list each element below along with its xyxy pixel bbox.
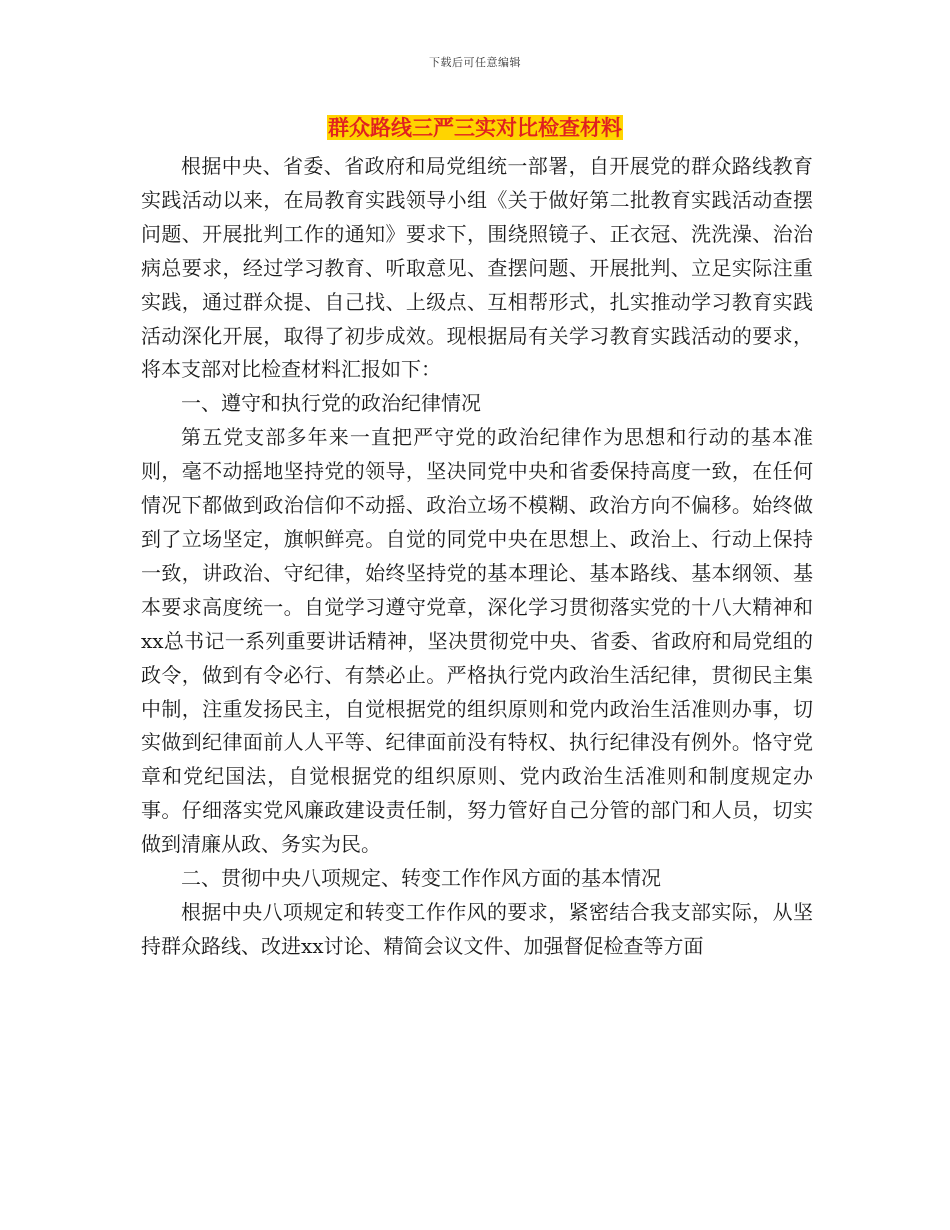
document-body xyxy=(141,150,813,964)
document-title-text: 群众路线三严三实对比检查材料 xyxy=(328,115,622,140)
section-heading-2: 二、贯彻中央八项规定、转变工作作风方面的基本情况 xyxy=(181,866,661,891)
section-heading-1: 一、遵守和执行党的政治纪律情况 xyxy=(181,391,481,416)
intro-paragraph: 根据中央、省委、省政府和局党组统一部署，自开展党的群众路线教育实践活动以来，在局教育实践领导小组《关于做好第二批教育实践活动查摆问题、开展批判工作的通知》要求下，围绕照镜子、正衣冠、洗洗澡、治治病总要求，经过学习教育、听取意见、查摆问题、开展批判、立足实际注重实践，通过群众提、自己找、上级点、互相帮形式，扎实推动学习教育实践活动深化开展，取得了初步成效。现根据局有关学习教育实践活动的要求，将本支部对比检查材料汇报如下： xyxy=(141,154,813,382)
section-paragraph-1: 第五党支部多年来一直把严守党的政治纪律作为思想和行动的基本准则，毫不动摇地坚持党的领导，坚决同党中央和省委保持高度一致，在任何情况下都做到政治信仰不动摇、政治立场不模糊、政治方向不偏移。始终做到了立场坚定，旗帜鲜亮。自觉的同党中央在思想上、政治上、行动上保持一致，讲政治、守纪律，始终坚持党的基本理论、基本路线、基本纲领、基本要求高度统一。自觉学习遵守党章，深化学习贯彻落实党的十八大精神和xx总书记一系列重要讲话精神，坚决贯彻党中央、省委、省政府和局党组的政令，做到有令必行、有禁必止。严格执行党内政治生活纪律，贯彻民主集中制，注重发扬民主，自觉根据党的组织原则和党内政治生活准则办事，切实做到纪律面前人人平等、纪律面前没有特权、执行纪律没有例外。恪守党章和党纪国法，自觉根据党的组织原则、党内政治生活准则和制度规定办事。仔细落实党风廉政建设责任制，努力管好自己分管的部门和人员，切实做到清廉从政、务实为民。 xyxy=(141,425,813,857)
header-note: 下载后可任意编辑 xyxy=(429,56,521,69)
document-title xyxy=(0,113,950,143)
section-paragraph-2: 根据中央八项规定和转变工作作风的要求，紧密结合我支部实际，从坚持群众路线、改进xx讨论、精简会议文件、加强督促检查等方面 xyxy=(141,899,813,958)
